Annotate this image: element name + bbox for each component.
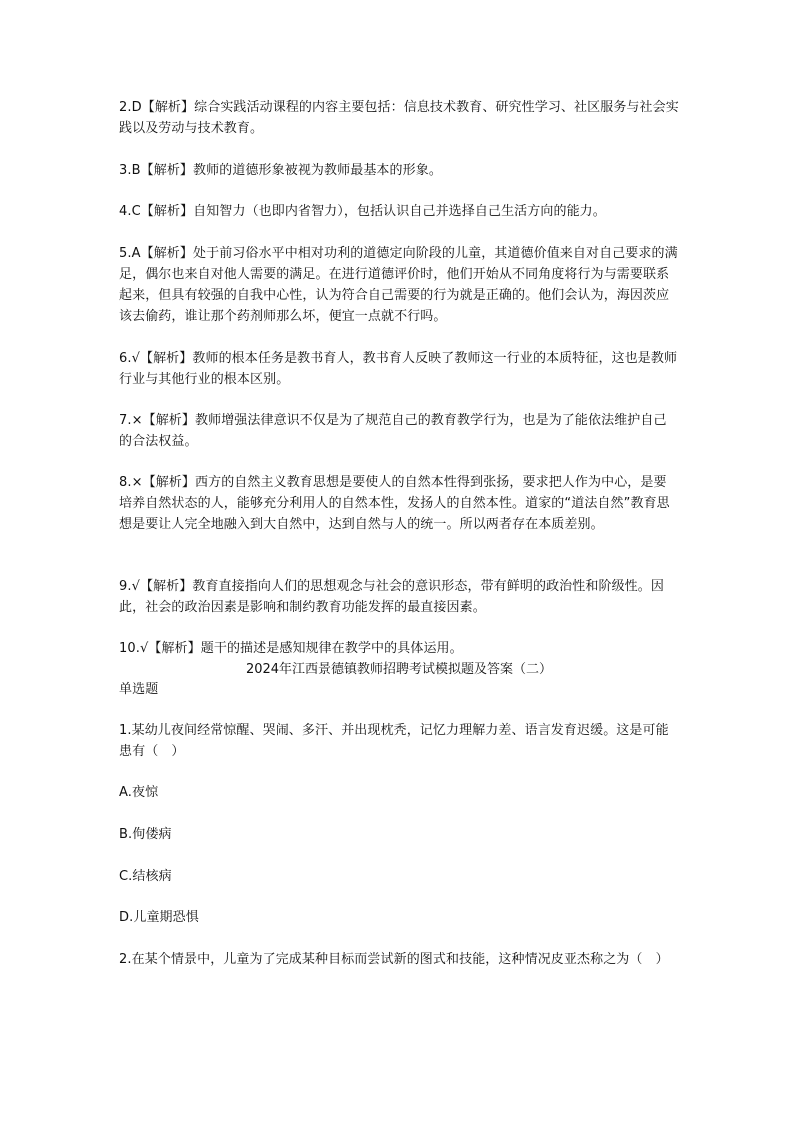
answer-10: 10.√【解析】题干的描述是感知规律在教学中的具体运用。	[119, 641, 463, 656]
question-1-option-a: A.夜惊	[119, 785, 159, 800]
question-1-stem: 1.某幼儿夜间经常惊醒、哭闹、多汗、并出现枕秃，记忆力理解力差、语言发育迟缓。这是可能患有（ ）	[119, 723, 669, 759]
answer-9: 9.√【解析】教育直接指向人们的思想观念与社会的意识形态，带有鲜明的政治性和阶级性。因此，社会的政治因素是影响和制约教育功能发挥的最直接因素。	[119, 579, 664, 615]
question-1-option-d: D.儿童期恐惧	[119, 910, 199, 925]
section-title: 2024年江西景德镇教师招聘考试模拟题及答案（二）	[245, 662, 553, 677]
question-1-option-c: C.结核病	[119, 869, 172, 884]
answer-4: 4.C【解析】自知智力（也即内省智力），包括认识自己并选择自己生活方向的能力。	[119, 204, 606, 219]
answer-7: 7.×【解析】教师增强法律意识不仅是为了规范自己的教育教学行为，也是为了能依法维护自己的合法权益。	[119, 413, 667, 449]
section-type: 单选题	[119, 682, 159, 697]
answer-5: 5.A【解析】处于前习俗水平中相对功利的道德定向阶段的儿童，其道德价值来自对自己要求的满足，偶尔也来自对他人需要的满足。在进行道德评价时，他们开始从不同角度将行为与需要联系起来，但具有较强的自我中心性，认为符合自己需要的行为就是正确的。他们会认为，海因茨应该去偷药，谁让那个药剂师那么坏，便宜一点就不行吗。	[119, 246, 678, 324]
answer-6: 6.√【解析】教师的根本任务是教书育人，教书育人反映了教师这一行业的本质特征，这也是教师行业与其他行业的根本区别。	[119, 351, 678, 387]
answer-3: 3.B【解析】教师的道德形象被视为教师最基本的形象。	[119, 163, 442, 178]
question-1-option-b: B.佝偻病	[119, 827, 172, 842]
answer-8: 8.×【解析】西方的自然主义教育思想是要使人的自然本性得到张扬，要求把人作为中心，是要培养自然状态的人，能够充分利用人的自然本性，发扬人的自然本性。道家的“道法自然”教育思想是要让人完全地融入到大自然中，达到自然与人的统一。所以两者存在本质差别。	[119, 475, 670, 532]
answer-2: 2.D【解析】综合实践活动课程的内容主要包括：信息技术教育、研究性学习、社区服务与社会实践以及劳动与技术教育。	[119, 100, 679, 136]
question-2-stem: 2.在某个情景中，儿童为了完成某种目标而尝试新的图式和技能，这种情况皮亚杰称之为（ ）	[119, 952, 669, 967]
